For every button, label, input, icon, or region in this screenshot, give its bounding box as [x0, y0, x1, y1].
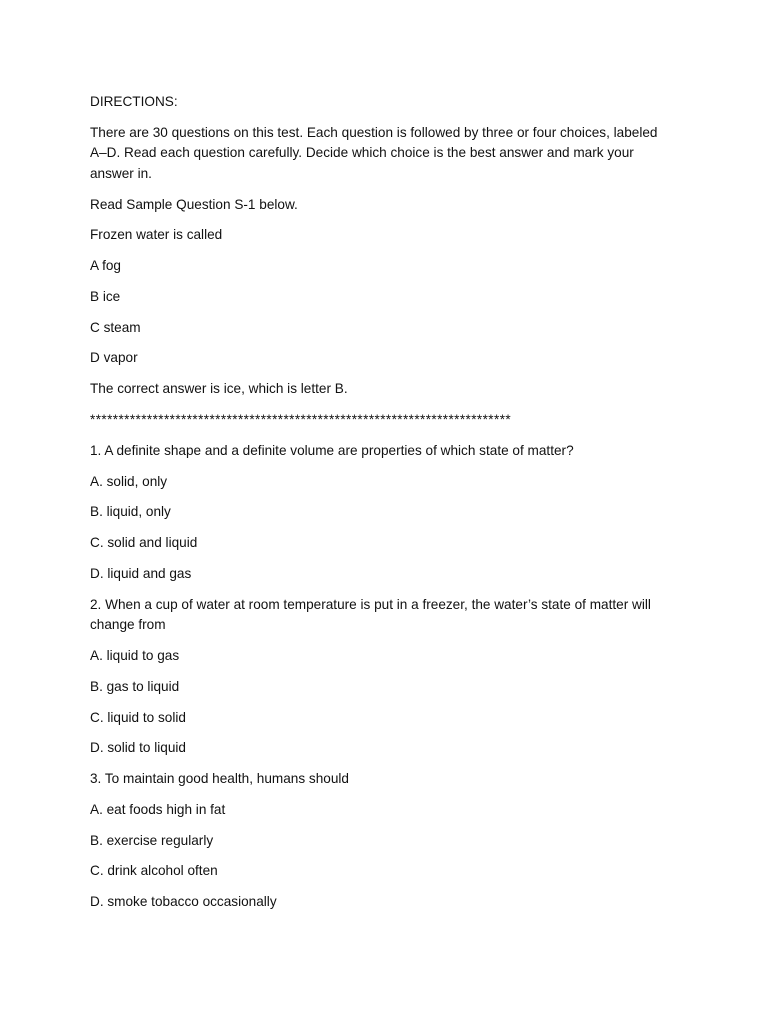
directions-intro-line: There are 30 questions on this test. Each question is followed by three or four choices, labeled — [90, 125, 658, 140]
sample-option: B ice — [90, 289, 121, 304]
sample-option: C steam — [90, 320, 141, 335]
answer-option: B. exercise regularly — [90, 833, 214, 848]
answer-option: D. solid to liquid — [90, 740, 186, 755]
answer-option: B. liquid, only — [90, 504, 171, 519]
sample-answer-note: The correct answer is ice, which is letter B. — [90, 381, 348, 396]
answer-option: A. eat foods high in fat — [90, 802, 226, 817]
sample-option: A fog — [90, 258, 121, 273]
answer-option: D. liquid and gas — [90, 566, 192, 581]
question-text: 1. A definite shape and a definite volume are properties of which state of matter? — [90, 443, 574, 458]
question-text: 2. When a cup of water at room temperature is put in a freezer, the water’s state of matter will — [90, 597, 651, 612]
answer-option: A. solid, only — [90, 474, 168, 489]
directions-intro-line: answer in. — [90, 166, 152, 181]
question-text: change from — [90, 617, 166, 632]
answer-option: B. gas to liquid — [90, 679, 180, 694]
directions-heading: DIRECTIONS: — [90, 94, 178, 109]
answer-option: A. liquid to gas — [90, 648, 180, 663]
answer-option: D. smoke tobacco occasionally — [90, 894, 277, 909]
sample-option: D vapor — [90, 350, 138, 365]
directions-intro-line: A–D. Read each question carefully. Decide which choice is the best answer and mark your — [90, 145, 634, 160]
answer-option: C. drink alcohol often — [90, 863, 218, 878]
question-text: 3. To maintain good health, humans should — [90, 771, 349, 786]
sample-instruction: Read Sample Question S-1 below. — [90, 197, 298, 212]
separator-line: ************************************************************************** — [90, 412, 512, 427]
sample-question: Frozen water is called — [90, 227, 223, 242]
answer-option: C. liquid to solid — [90, 710, 186, 725]
answer-option: C. solid and liquid — [90, 535, 198, 550]
